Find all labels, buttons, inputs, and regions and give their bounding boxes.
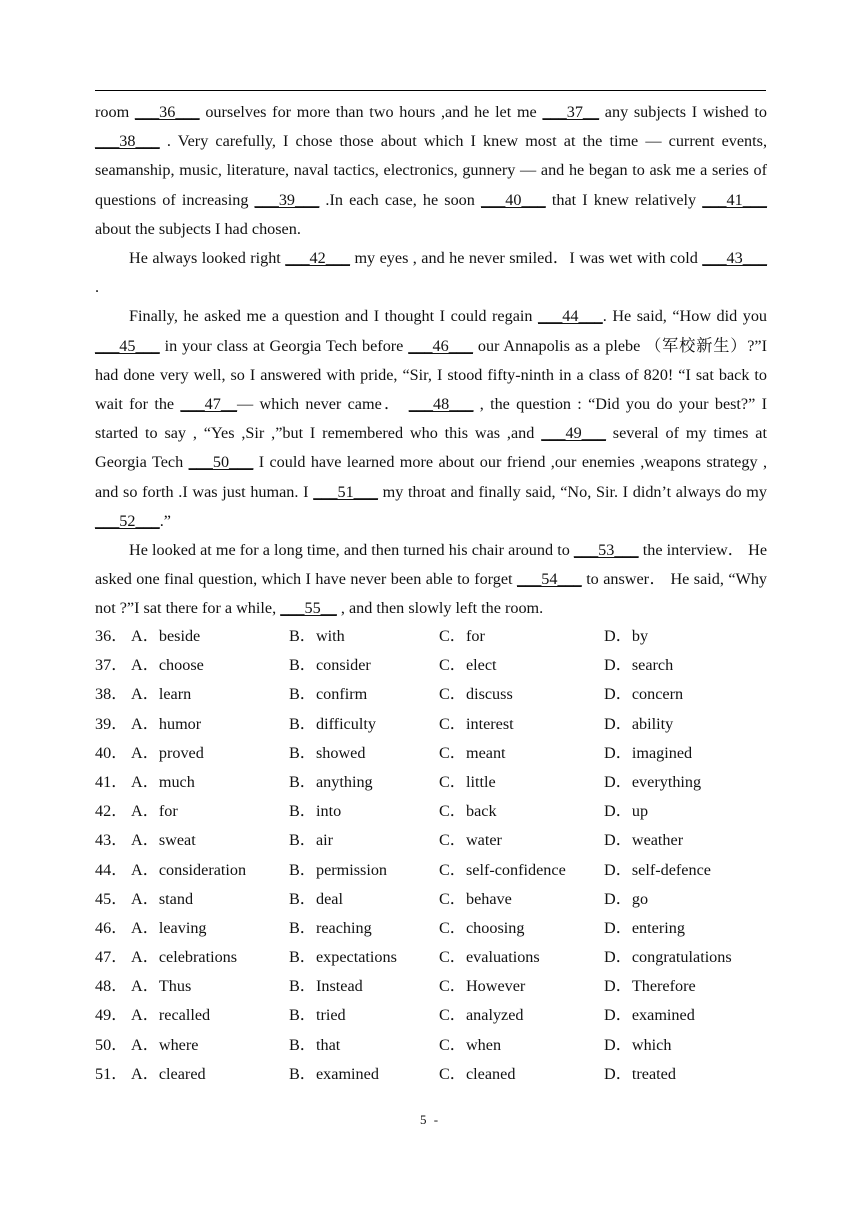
- blank: ___46___: [408, 336, 473, 355]
- question-number: 48．: [95, 977, 128, 996]
- text-segment: about the subjects I had chosen.: [95, 219, 301, 238]
- question-number: 50．: [95, 1035, 128, 1054]
- option-d: D．which: [604, 1035, 672, 1054]
- text-segment: in your class at Georgia Tech before: [159, 336, 409, 355]
- text-segment: .In each case, he soon: [319, 190, 481, 209]
- option-b: B．consider: [289, 656, 371, 675]
- blank: ___44___: [538, 307, 603, 326]
- option-c: C．discuss: [439, 685, 513, 704]
- option-b: B．anything: [289, 772, 373, 791]
- option-row: [95, 768, 767, 797]
- text-segment: that I knew relatively: [545, 190, 703, 209]
- option-row: [95, 1031, 767, 1060]
- option-row: [95, 943, 767, 972]
- option-b: B．reaching: [289, 918, 372, 937]
- question-number: 41．: [95, 772, 128, 791]
- option-row: [95, 651, 767, 680]
- question-number: 51．: [95, 1064, 128, 1083]
- question-number: 49．: [95, 1006, 128, 1025]
- option-d: D．entering: [604, 918, 685, 937]
- question-number: 44．: [95, 860, 128, 879]
- option-c: C．when: [439, 1035, 502, 1054]
- option-b: B．permission: [289, 860, 388, 879]
- blank: ___40___: [481, 190, 546, 209]
- text-segment: . He said, “How did you: [602, 307, 768, 326]
- passage: [95, 98, 767, 624]
- option-b: B．deal: [289, 889, 343, 908]
- paragraph-3: [95, 302, 767, 536]
- question-number: 38．: [95, 685, 128, 704]
- header-rule: [95, 90, 766, 91]
- blank: ___48___: [408, 395, 474, 414]
- option-a: A．leaving: [131, 918, 207, 937]
- option-c: C．However: [439, 977, 526, 996]
- option-c: C．meant: [439, 743, 506, 762]
- blank: ___36___: [134, 103, 200, 121]
- text-segment: my throat and finally said, “No, Sir. I didn’t always do my: [377, 482, 767, 501]
- option-b: B．air: [289, 831, 334, 850]
- option-a: A．sweat: [131, 831, 196, 850]
- option-row: [95, 972, 767, 1001]
- option-d: D．congratulations: [604, 948, 732, 967]
- question-number: 37．: [95, 656, 128, 675]
- blank: ___51___: [313, 482, 378, 501]
- option-a: A．much: [131, 772, 195, 791]
- option-b: B．showed: [289, 743, 366, 762]
- option-a: A．for: [131, 802, 178, 821]
- question-number: 39．: [95, 714, 128, 733]
- option-c: C．elect: [439, 656, 497, 675]
- option-row: [95, 1001, 767, 1030]
- option-row: [95, 1060, 767, 1089]
- option-a: A．recalled: [131, 1006, 211, 1025]
- option-b: B．expectations: [289, 948, 397, 967]
- option-b: B．tried: [289, 1006, 346, 1025]
- option-row: [95, 622, 767, 651]
- option-d: D．concern: [604, 685, 684, 704]
- text-segment: our Annapolis as a plebe （军校新生）?”I had done very well, so I answered with pride, “Sir, I stood fifty-ninth in a class of 820! “I sat back to wait for the: [95, 336, 767, 414]
- blank: ___47__: [180, 395, 238, 414]
- option-b: B．that: [289, 1035, 341, 1054]
- option-row: [95, 914, 767, 943]
- text-segment: several of my times at Georgia Tech: [95, 424, 767, 472]
- paragraph-4: [95, 536, 767, 624]
- option-c: C．water: [439, 831, 502, 850]
- option-c: C．evaluations: [439, 948, 540, 967]
- option-row: [95, 856, 767, 885]
- option-d: D．self-defence: [604, 860, 711, 879]
- option-d: D．treated: [604, 1064, 676, 1083]
- blank: ___54___: [517, 570, 582, 589]
- blank: ___41___: [702, 190, 767, 209]
- question-number: 42．: [95, 802, 128, 821]
- text-segment: . Very carefully, I chose those about which I knew most at the time — current events, seamanship, music, literature, naval tactics, electronics, gunnery — and he began to ask me a series of questions of increasing: [95, 132, 767, 209]
- text-segment: .: [95, 278, 100, 297]
- text-segment: I could have learned more about our friend ,our enemies ,weapons strategy , and so forth .I was just human. I: [95, 453, 767, 501]
- question-number: 47．: [95, 948, 128, 967]
- options-list: [95, 622, 767, 1089]
- blank: ___38___: [95, 132, 160, 151]
- question-number: 46．: [95, 918, 128, 937]
- option-a: A．learn: [131, 685, 192, 704]
- option-c: C．back: [439, 802, 497, 821]
- option-c: C．self-confidence: [439, 860, 566, 879]
- footer-dash: -: [433, 1112, 441, 1127]
- option-a: A．where: [131, 1035, 199, 1054]
- text-segment: room: [95, 103, 135, 121]
- option-d: D．go: [604, 889, 649, 908]
- paragraph-1: [95, 98, 767, 244]
- blank: ___49___: [541, 424, 606, 443]
- option-a: A．beside: [131, 627, 201, 645]
- option-d: D．imagined: [604, 743, 693, 762]
- blank: ___55__: [280, 599, 337, 618]
- option-c: C．for: [439, 627, 485, 645]
- option-b: B．into: [289, 802, 342, 821]
- option-row: [95, 885, 767, 914]
- option-c: C．behave: [439, 889, 512, 908]
- option-row: [95, 797, 767, 826]
- option-a: A．humor: [131, 714, 202, 733]
- page-number: 5: [419, 1112, 429, 1127]
- option-row: [95, 710, 767, 739]
- option-b: B．difficulty: [289, 714, 376, 733]
- option-c: C．choosing: [439, 918, 525, 937]
- paragraph-2: [95, 244, 767, 302]
- question-number: 45．: [95, 889, 128, 908]
- option-c: C．interest: [439, 714, 514, 733]
- option-d: D．by: [604, 627, 649, 645]
- text-segment: Finally, he asked me a question and I thought I could regain: [129, 307, 539, 326]
- text-segment: the interview． He asked one final question, which I have never been able to forget: [95, 541, 767, 589]
- option-d: D．Therefore: [604, 977, 696, 996]
- option-d: D．up: [604, 802, 649, 821]
- question-number: 36．: [95, 627, 128, 645]
- blank: ___39___: [254, 190, 320, 209]
- option-d: D．examined: [604, 1006, 695, 1025]
- option-d: D．search: [604, 656, 674, 675]
- question-number: 40．: [95, 743, 128, 762]
- option-b: B．examined: [289, 1064, 379, 1083]
- option-d: D．weather: [604, 831, 684, 850]
- text-segment: — which never came．: [237, 395, 409, 414]
- option-b: B．Instead: [289, 977, 363, 996]
- text-segment: , and then slowly left the room.: [336, 599, 544, 618]
- option-b: B．confirm: [289, 685, 368, 704]
- blank: ___52___: [95, 511, 160, 530]
- text-segment: , the question : “Did you do your best?” I started to say , “Yes ,Sir ,”but I remembered who this was ,and: [95, 395, 767, 443]
- text-segment: He looked at me for a long time, and then turned his chair around to: [129, 541, 574, 560]
- option-b: B．with: [289, 627, 345, 645]
- blank: ___50___: [188, 453, 254, 472]
- blank: ___37__: [542, 103, 600, 121]
- text-segment: He always looked right: [129, 249, 286, 268]
- blank: ___45___: [95, 336, 160, 355]
- blank: ___53___: [573, 541, 639, 560]
- option-a: A．stand: [131, 889, 194, 908]
- text-segment: my eyes , and he never smiled．I was wet with cold: [350, 249, 703, 268]
- option-a: A．cleared: [131, 1064, 206, 1083]
- option-a: A．celebrations: [131, 948, 238, 967]
- question-number: 43．: [95, 831, 128, 850]
- text-segment: ourselves for more than two hours ,and he let me: [199, 103, 543, 121]
- page-footer: [0, 1112, 860, 1128]
- option-row: [95, 826, 767, 855]
- text-segment: to answer． He said, “Why not ?”I sat there for a while,: [95, 570, 768, 618]
- option-row: [95, 739, 767, 768]
- option-d: D．everything: [604, 772, 702, 791]
- option-a: A．Thus: [131, 977, 192, 996]
- blank: ___42___: [285, 249, 351, 268]
- option-c: C．cleaned: [439, 1064, 516, 1083]
- blank: ___43___: [702, 249, 767, 268]
- option-a: A．consideration: [131, 860, 247, 879]
- option-row: [95, 680, 767, 709]
- option-a: A．proved: [131, 743, 204, 762]
- option-c: C．little: [439, 772, 496, 791]
- option-d: D．ability: [604, 714, 674, 733]
- option-c: C．analyzed: [439, 1006, 524, 1025]
- option-a: A．choose: [131, 656, 204, 675]
- text-segment: any subjects I wished to: [599, 103, 767, 121]
- text-segment: .”: [159, 511, 171, 530]
